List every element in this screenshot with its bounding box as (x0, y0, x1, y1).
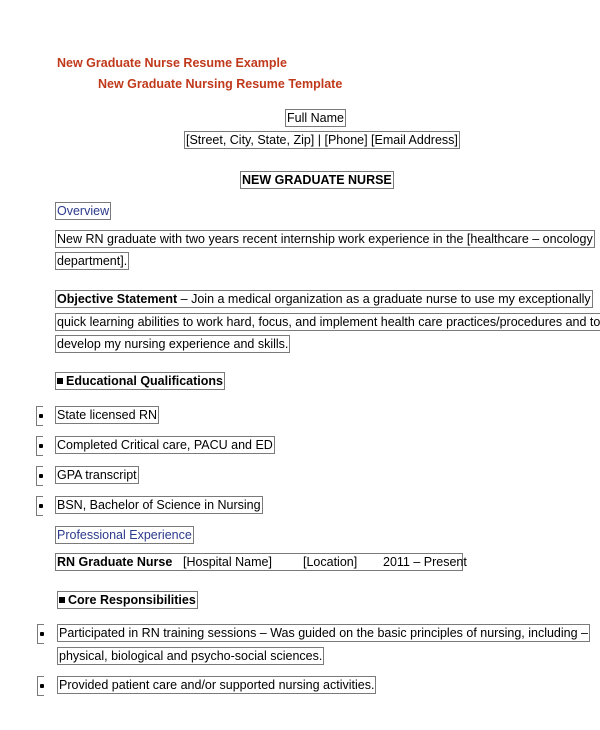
bullet-icon (36, 496, 43, 516)
objective-line1[interactable] (55, 290, 593, 308)
responsibility-item-line1[interactable]: Provided patient care and/or supported nursing activities. (59, 678, 375, 692)
bullet-icon (36, 436, 43, 456)
education-item[interactable]: Completed Critical care, PACU and ED (57, 438, 273, 452)
overview-text-line2[interactable]: department]. (57, 254, 128, 268)
job-dates: 2011 – Present (383, 555, 467, 569)
education-heading (55, 372, 225, 390)
education-heading-label: Educational Qualifications (66, 374, 223, 388)
square-bullet-icon (59, 597, 65, 603)
responsibility-item-line2[interactable]: physical, biological and psycho-social sciences. (59, 649, 323, 663)
bullet-icon (37, 624, 44, 644)
education-item[interactable]: State licensed RN (57, 408, 158, 422)
job-entry-row[interactable] (55, 553, 467, 571)
document-subtitle: New Graduate Nursing Resume Template (98, 77, 343, 91)
job-location: [Location] (303, 555, 358, 569)
education-item[interactable]: GPA transcript (57, 468, 137, 482)
bullet-icon (36, 406, 43, 426)
bullet-icon (37, 676, 44, 696)
objective-text: – Join a medical organization as a graduate nurse to use my exceptionally (177, 292, 591, 306)
education-item[interactable]: BSN, Bachelor of Science in Nursing (57, 498, 261, 512)
overview-text-line1[interactable]: New RN graduate with two years recent internship work experience in the [healthcare – oncology (57, 232, 593, 246)
experience-heading: Professional Experience (57, 528, 192, 542)
responsibilities-heading (57, 591, 198, 609)
bullet-icon (36, 466, 43, 486)
job-title: RN Graduate Nurse (57, 555, 173, 569)
responsibility-item-line1[interactable]: Participated in RN training sessions – Was guided on the basic principles of nursing, including – (59, 626, 588, 640)
overview-heading: Overview (57, 204, 110, 218)
objective-line2[interactable]: quick learning abilities to work hard, focus, and implement health care practices/procedures and to (55, 313, 600, 331)
square-bullet-icon (57, 378, 63, 384)
responsibilities-heading-label: Core Responsibilities (68, 593, 196, 607)
objective-label: Objective Statement (57, 292, 178, 306)
position-heading: NEW GRADUATE NURSE (242, 173, 392, 187)
hospital-name: [Hospital Name] (183, 555, 272, 569)
objective-line3[interactable]: develop my nursing experience and skills. (57, 337, 289, 351)
full-name-field[interactable]: Full Name (287, 111, 344, 125)
document-title: New Graduate Nurse Resume Example (57, 56, 287, 70)
address-field[interactable]: [Street, City, State, Zip] | [Phone] [Email Address] (186, 133, 458, 147)
